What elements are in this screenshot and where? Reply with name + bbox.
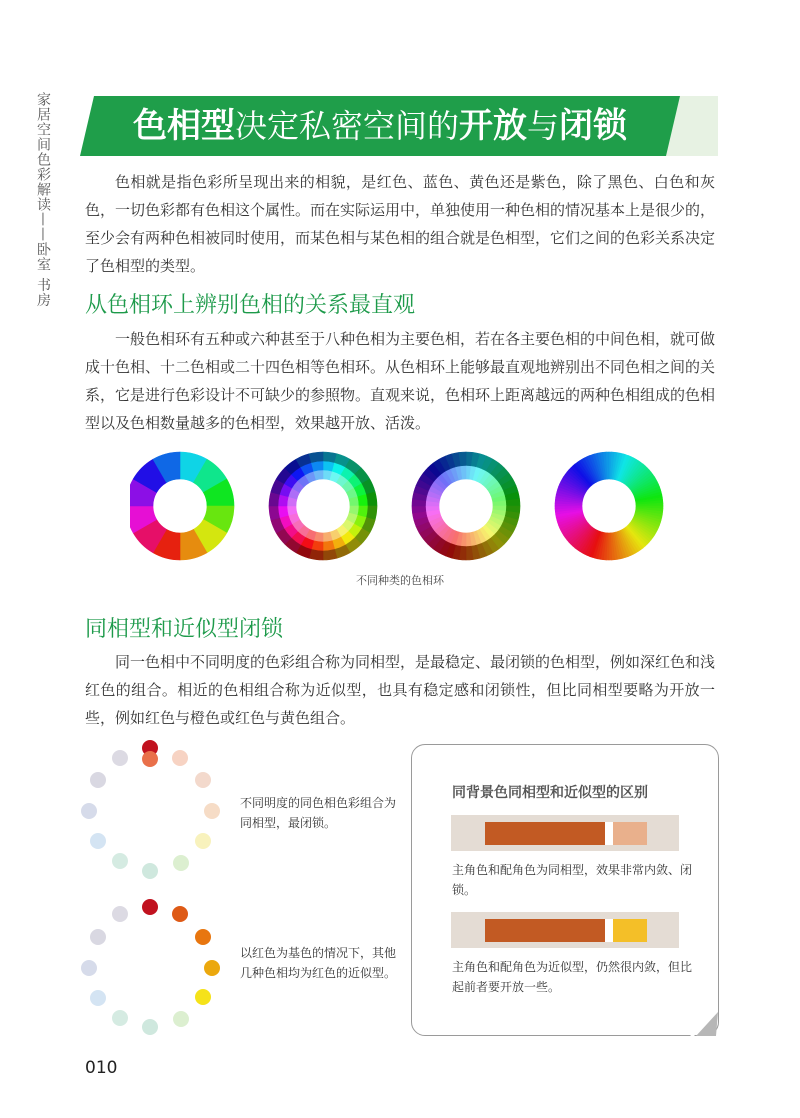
title-part-5: 闭锁 [559, 106, 628, 146]
secondary-color-bar-similar [613, 919, 647, 942]
dot-pale-gray [112, 750, 128, 766]
dot-pale-green [173, 855, 189, 871]
page-number: 010 [85, 1058, 118, 1078]
page-title [80, 96, 680, 156]
page-curl-decoration [690, 1010, 718, 1036]
bar-gap [605, 822, 613, 845]
dot-pale-periwinkle [81, 803, 97, 819]
note-similar-hue: 以红色为基色的情况下，其他几种色相均为红色的近似型。 [240, 946, 397, 980]
intro-paragraph: 色相就是指色彩所呈现出来的相貌，是红色、蓝色、黄色还是紫色，除了黑色、白色和灰色，一切色彩都有色相这个属性。而在实际运用中，单独使用一种色相的情况基本上是很少的，至少会有两种色相被同时使用，而某色相与某色相的组合就是色相型，它们之间的色彩关系决定了色相型的类型。 [85, 173, 716, 275]
bar-gap [605, 919, 613, 942]
main-color-bar [485, 919, 605, 942]
same-hue-dot-ring [70, 735, 230, 900]
title-part-1: 色相型 [132, 106, 235, 146]
similar-hue-dot-ring [70, 890, 230, 1050]
title-part-3: 开放 [459, 106, 527, 146]
dot-orange [195, 929, 211, 945]
dot-pale-mint [112, 853, 128, 869]
wheel-segment [309, 452, 323, 463]
comparison-text-same: 主角色和配角色为同相型，效果非常内敛、闭锁。 [452, 863, 693, 897]
dot-pale-gray [112, 906, 128, 922]
wheel-segment [323, 549, 337, 560]
dot-light-peach [172, 750, 188, 766]
dot-amber [204, 960, 220, 976]
hue-wheels-figure [130, 446, 670, 566]
wheel-segment [366, 492, 377, 506]
running-header: 家居空间色彩解读——卧室 书房 [35, 92, 51, 308]
dot-pale-blue [90, 990, 106, 1006]
section-body-hue-wheel: 一般色相环有五种或六种甚至于八种色相为主要色相，若在各主要色相的中间色相，就可做成十色相、十二色相或二十四色相等色相环。从色相环上能够最直观地辨别出不同色相之间的关系，它是进行色彩设计不可缺少的参照物。直观来说，色相环上距离越远的两种色相组成的色相型以及色相数量越多的色相型，效果越开放、活泼。 [85, 330, 716, 432]
dot-red-orange [172, 906, 188, 922]
dot-yellow [195, 989, 211, 1005]
similar-hue-swatch-strip [451, 912, 679, 948]
same-hue-swatch-strip [451, 815, 679, 851]
title-part-2: 决定私密空间的 [234, 107, 459, 145]
dot-pale-periwinkle [81, 960, 97, 976]
wheel-segment [311, 461, 323, 471]
hue-wheel-24-segment [269, 452, 377, 560]
dot-pale-sand [204, 803, 220, 819]
secondary-color-bar-same [613, 822, 647, 845]
dot-pale-yellow [195, 833, 211, 849]
wheel-segment [358, 494, 368, 506]
wheel-segment [269, 506, 280, 520]
section-title-closed-types: 同相型和近似型闭锁 [85, 617, 284, 642]
dot-pale-green [173, 1011, 189, 1027]
dot-red [142, 899, 158, 915]
wheel-segment [323, 541, 335, 551]
section-title-hue-wheel: 从色相环上辨别色相的关系最直观 [85, 293, 416, 318]
wheel-caption: 不同种类的色相环 [356, 574, 444, 587]
comparison-title: 同背景色同相型和近似型的区别 [452, 785, 648, 801]
dot-pale-blue [90, 833, 106, 849]
title-banner [80, 96, 718, 156]
dot-coral [142, 751, 158, 767]
hue-wheel-continuous [555, 452, 663, 560]
wheel-segment [278, 506, 288, 518]
note-same-hue: 不同明度的同色相色彩组合为同相型，最闭锁。 [240, 796, 397, 830]
comparison-text-similar: 主角色和配角色为近似型，仍然很内敛，但比起前者要开放一些。 [452, 960, 693, 994]
dot-mint [142, 1019, 158, 1035]
dot-pale-lavender [90, 772, 106, 788]
section-body-closed-types: 同一色相中不同明度的色彩组合称为同相型，是最稳定、最闭锁的色相型，例如深红色和浅红色的组合。相近的色相组合称为近似型，也具有稳定感和闭锁性，但比同相型要略为开放一些，例如红色与橙色或红色与黄色组合。 [85, 653, 716, 727]
hue-wheel-gradient-dense [412, 452, 520, 560]
title-part-4: 与 [527, 107, 560, 145]
dot-pale-peach [195, 772, 211, 788]
dot-mint [142, 863, 158, 879]
dot-pale-lavender [90, 929, 106, 945]
dot-pale-mint [112, 1010, 128, 1026]
hue-wheel-10-segment [130, 452, 234, 560]
main-color-bar [485, 822, 605, 845]
